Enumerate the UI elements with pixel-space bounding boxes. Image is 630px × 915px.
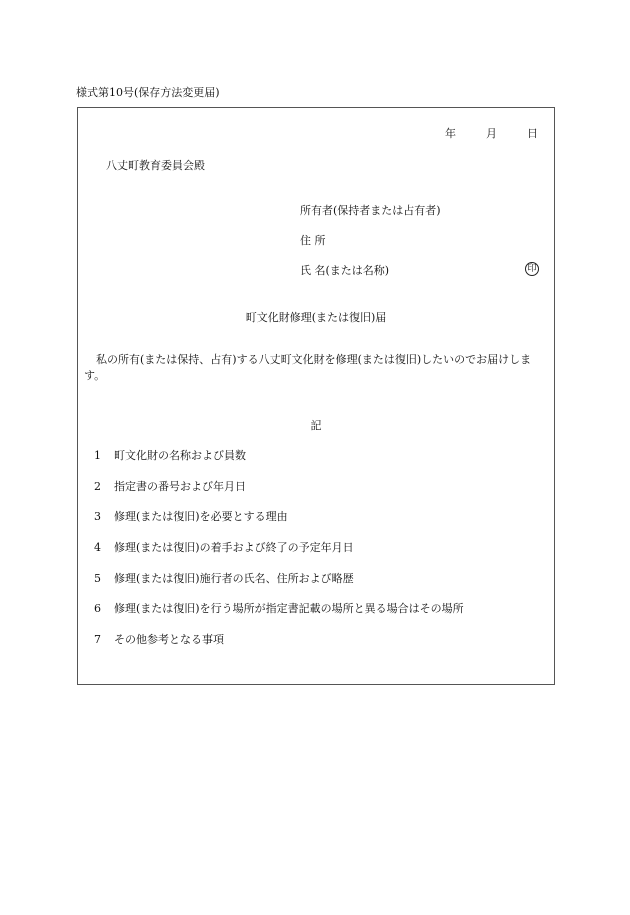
list-item-number: 3 — [94, 510, 101, 523]
seal-mark: 印 — [525, 262, 539, 276]
address-label: 住 所 — [300, 234, 326, 247]
list-item-number: 7 — [94, 633, 101, 646]
list-item-number: 1 — [94, 449, 101, 462]
list-item-number: 2 — [94, 480, 101, 493]
list-item-text: 修理(または復旧)を必要とする理由 — [114, 510, 288, 523]
list-item-text: 修理(または復旧)の着手および終了の予定年月日 — [114, 541, 354, 554]
body-paragraph: 私の所有(または保持、占有)する八丈町文化財を修理(または復旧)したいのでお届けします。 — [84, 353, 532, 382]
list-item-text: 修理(または復旧)を行う場所が指定書記載の場所と異る場合はその場所 — [114, 602, 464, 615]
name-label: 氏 名(または名称) — [300, 264, 390, 277]
date-line — [445, 125, 538, 141]
list-item — [94, 570, 354, 586]
list-item-number: 6 — [94, 602, 101, 615]
date-month-label: 月 — [486, 127, 497, 140]
list-item-text: 修理(または復旧)施行者の氏名、住所および略歴 — [114, 572, 354, 585]
date-day-label: 日 — [527, 127, 538, 140]
list-item-number: 5 — [94, 572, 101, 585]
list-item — [94, 631, 224, 647]
addressee: 八丈町教育委員会殿 — [106, 159, 205, 172]
list-item — [94, 600, 464, 616]
form-number-label: 様式第10号(保存方法変更届) — [76, 86, 220, 99]
list-item — [94, 508, 288, 524]
list-item-text: 指定書の番号および年月日 — [114, 480, 246, 493]
date-year-label: 年 — [445, 127, 456, 140]
form-frame — [77, 107, 555, 685]
list-item — [94, 478, 246, 494]
ki-heading: 記 — [310, 419, 322, 432]
owner-label: 所有者(保持者または占有者) — [300, 204, 441, 217]
document-title: 町文化財修理(または復旧)届 — [245, 311, 387, 324]
list-item-text: その他参考となる事項 — [114, 633, 224, 646]
list-item-text: 町文化財の名称および員数 — [114, 449, 246, 462]
list-item — [94, 447, 246, 463]
list-item-number: 4 — [94, 541, 101, 554]
list-item — [94, 539, 354, 555]
